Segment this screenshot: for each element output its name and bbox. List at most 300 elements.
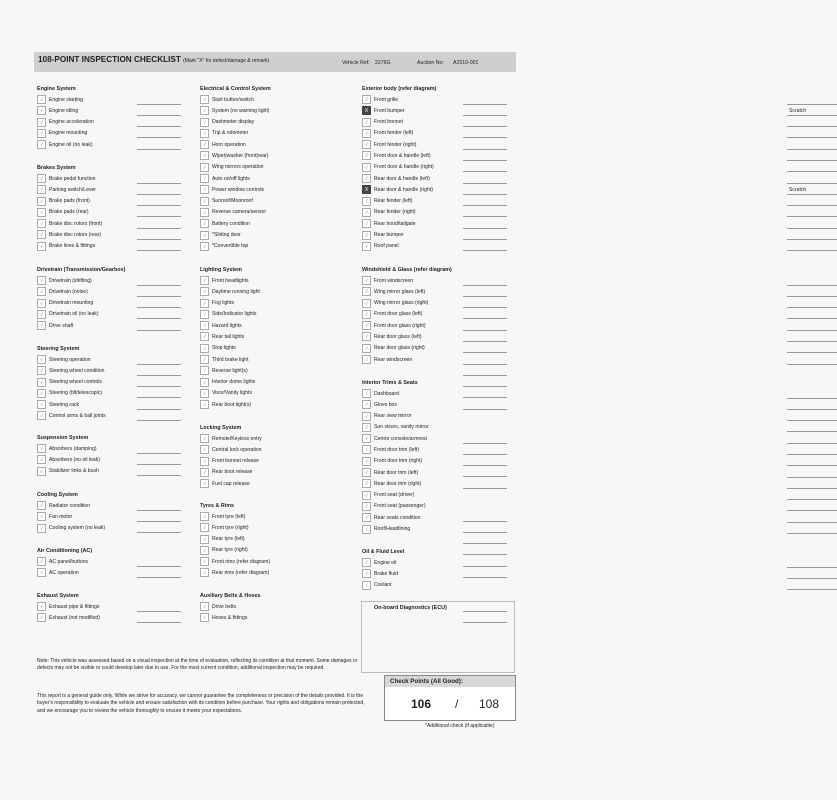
check-mark-box[interactable]: √ <box>37 512 46 521</box>
check-mark-box[interactable]: √ <box>362 558 371 567</box>
check-mark-box[interactable]: √ <box>200 400 209 409</box>
checklist-item <box>362 411 512 422</box>
remark-line <box>787 454 837 455</box>
checklist-item <box>200 545 350 556</box>
check-mark-box[interactable]: √ <box>362 513 371 522</box>
check-mark-box[interactable]: √ <box>362 491 371 500</box>
checklist-item <box>37 207 187 218</box>
item-label: Brake lines & fittings <box>49 243 96 250</box>
check-mark-box[interactable]: √ <box>200 185 209 194</box>
item-label: Start button/switch <box>212 96 254 103</box>
checklist-item <box>200 196 350 207</box>
checklist-item <box>200 309 350 320</box>
checklist-item <box>362 162 512 173</box>
item-label: Rear tyre (left) <box>212 536 245 543</box>
item-label: *Convertible top <box>212 243 249 250</box>
checklist-item <box>200 377 350 388</box>
item-label: Rear door trim (left) <box>374 469 419 476</box>
checklist-item <box>362 150 512 161</box>
check-mark-box[interactable]: √ <box>37 208 46 217</box>
item-label: Side/Indicator lights <box>212 311 257 318</box>
check-mark-box[interactable]: √ <box>200 151 209 160</box>
checklist-header <box>34 52 516 72</box>
check-mark-box[interactable]: √ <box>362 276 371 285</box>
item-label: Centre console/armrest <box>374 435 427 442</box>
check-mark-box[interactable]: √ <box>200 321 209 330</box>
item-label: Front rims (refer diagram) <box>212 558 271 565</box>
check-mark-box[interactable]: √ <box>37 524 46 533</box>
check-mark-box[interactable]: √ <box>37 389 46 398</box>
checklist-item <box>37 105 187 116</box>
check-mark-box[interactable]: √ <box>200 568 209 577</box>
remark-line <box>137 420 181 421</box>
check-mark-box[interactable]: √ <box>362 174 371 183</box>
check-mark-box[interactable]: √ <box>362 321 371 330</box>
check-mark-box[interactable]: √ <box>200 479 209 488</box>
checklist-item <box>362 354 512 365</box>
item-remark: Scratch <box>789 186 807 193</box>
remark-line <box>787 171 837 172</box>
remark-line <box>787 398 837 399</box>
check-mark-box[interactable]: √ <box>362 525 371 534</box>
checklist-item <box>200 444 350 455</box>
item-label: Exhaust pipe & fittings <box>49 603 100 610</box>
item-label: Rear door & handle (left) <box>374 175 430 182</box>
check-mark-box[interactable]: √ <box>200 118 209 127</box>
check-mark-box[interactable]: √ <box>362 332 371 341</box>
remark-line <box>137 475 181 476</box>
checklist-item <box>200 534 350 545</box>
checklist-item <box>362 139 512 150</box>
check-mark-box[interactable]: √ <box>200 310 209 319</box>
check-mark-box[interactable]: √ <box>362 400 371 409</box>
title-subtitle: (Mark "X" for defect/damage & remark) <box>183 58 270 64</box>
checklist-item <box>37 567 187 578</box>
item-label: Sun visors, vanity mirror <box>374 424 429 431</box>
check-mark-box[interactable]: √ <box>362 163 371 172</box>
item-label: Drivetrain oil (no leak) <box>49 311 99 318</box>
checklist-item <box>200 331 350 342</box>
checklist-item <box>362 388 512 399</box>
item-label: Front windscreen <box>374 277 414 284</box>
section-title: Brakes System <box>37 165 76 171</box>
item-label: Wiper|washer (front|rear) <box>212 152 269 159</box>
check-mark-box[interactable]: √ <box>362 355 371 364</box>
section <box>37 164 187 252</box>
auction-label: Auction No: <box>417 60 444 66</box>
item-label: Stop lights <box>212 345 236 352</box>
check-mark-box[interactable]: √ <box>362 242 371 251</box>
check-mark-box[interactable]: √ <box>362 581 371 590</box>
vehicle-ref-label: Vehicle Ref: <box>342 60 370 66</box>
checklist-item <box>362 196 512 207</box>
remark-line <box>787 307 837 308</box>
check-mark-box[interactable]: √ <box>200 434 209 443</box>
check-mark-box[interactable]: √ <box>200 219 209 228</box>
checklist-item <box>200 150 350 161</box>
section-title: Electrical & Control System <box>200 86 271 92</box>
item-label: Rear rims (refer diagram) <box>212 569 270 576</box>
checklist-item <box>362 320 512 331</box>
checklist-item <box>37 365 187 376</box>
page-title <box>38 55 269 64</box>
item-label: Drivetrain (noise) <box>49 288 88 295</box>
check-mark-box[interactable]: √ <box>200 557 209 566</box>
item-label: Front bumper <box>374 107 405 114</box>
check-mark-box[interactable]: √ <box>37 602 46 611</box>
item-label: Parking switch/Lever <box>49 186 96 193</box>
check-mark-box[interactable]: √ <box>37 276 46 285</box>
checkpoints-title: Check Points (All Good): <box>385 676 515 687</box>
check-mark-box[interactable]: √ <box>200 287 209 296</box>
checklist-item <box>362 422 512 433</box>
check-mark-box[interactable]: √ <box>362 457 371 466</box>
check-mark-box[interactable]: √ <box>200 95 209 104</box>
check-mark-box[interactable]: √ <box>200 445 209 454</box>
disclaimer-note: Note: This vehicle was assessed based on a visual inspection at the time of evaluation, reflecting its condition at that moment. Some damages or defects may not be visible or could develop later due to use. For the most current condition, additional inspection may be required. <box>37 658 358 672</box>
remark-line <box>787 330 837 331</box>
checklist-item <box>200 399 350 410</box>
checklist-item <box>200 354 350 365</box>
remark-line <box>787 296 837 297</box>
checklist-item <box>200 467 350 478</box>
check-mark-box[interactable]: √ <box>37 230 46 239</box>
remark-line <box>787 578 837 579</box>
checklist-item <box>200 105 350 116</box>
item-label: Horn operation <box>212 141 246 148</box>
check-mark-box[interactable]: √ <box>362 219 371 228</box>
check-mark-box[interactable]: √ <box>200 512 209 521</box>
checkpoints-total: 108 <box>479 697 500 711</box>
item-label: Engine acceleration <box>49 119 94 126</box>
check-mark-box[interactable]: √ <box>37 310 46 319</box>
check-mark-box[interactable]: √ <box>37 467 46 476</box>
item-label: Front grille <box>374 96 399 103</box>
remark-line <box>787 499 837 500</box>
checklist-item <box>200 275 350 286</box>
check-mark-box[interactable]: √ <box>37 129 46 138</box>
checklist-item <box>362 309 512 320</box>
section-title: Tyres & Rims <box>200 503 235 509</box>
item-label: Steering (tilt/telescopic) <box>49 390 102 397</box>
remark-line <box>787 183 837 184</box>
check-mark-box[interactable]: √ <box>200 366 209 375</box>
item-label: Steering wheel controls <box>49 379 102 386</box>
check-mark-box[interactable]: √ <box>200 231 209 240</box>
check-mark-box[interactable]: √ <box>37 242 46 251</box>
check-mark-box[interactable]: √ <box>362 479 371 488</box>
remark-line <box>787 250 837 251</box>
check-mark-box[interactable]: √ <box>37 185 46 194</box>
section-title: Steering System <box>37 346 80 352</box>
check-mark-box[interactable]: √ <box>200 106 209 115</box>
check-mark-box[interactable]: √ <box>37 366 46 375</box>
checklist-item <box>37 275 187 286</box>
check-mark-box[interactable]: √ <box>362 129 371 138</box>
section <box>37 547 187 579</box>
checklist-item <box>37 128 187 139</box>
section <box>200 424 350 489</box>
check-mark-box[interactable]: √ <box>362 502 371 511</box>
section-title: Interior Trims & Seats <box>362 380 418 386</box>
checklist-item <box>362 568 512 579</box>
item-label: Brake fluid <box>374 570 399 577</box>
check-mark-box[interactable]: √ <box>362 208 371 217</box>
check-mark-box[interactable]: √ <box>200 140 209 149</box>
check-mark-box[interactable]: √ <box>362 434 371 443</box>
check-mark-box[interactable]: √ <box>37 287 46 296</box>
item-label: *Sliding door <box>212 232 241 239</box>
remark-line <box>137 622 181 623</box>
item-label: Brake pads (rear) <box>49 209 89 216</box>
checklist-item <box>362 331 512 342</box>
disclaimer-guide: This report is a general guide only. While we strive for accuracy, we cannot guarantee the completeness or precision of the details provided. It is the buyer's responsibility to evaluate the vehicle and ensure satisfaction with its condition before purchase. Your rights and obligations remain protected, and we encourage you to review the vehicle thoroughly to ensure it meets your expectations. <box>37 693 365 714</box>
checklist-item <box>200 511 350 522</box>
check-mark-box[interactable]: √ <box>362 151 371 160</box>
remark-line <box>787 149 837 150</box>
checklist-item <box>37 196 187 207</box>
item-label: Front fender (left) <box>374 130 414 137</box>
check-mark-box[interactable]: √ <box>37 444 46 453</box>
checklist-item <box>362 456 512 467</box>
checklist-item <box>362 117 512 128</box>
check-mark-box[interactable]: √ <box>362 310 371 319</box>
check-mark-box[interactable]: √ <box>362 197 371 206</box>
remark-line <box>787 488 837 489</box>
item-label: Rear door glass (left) <box>374 333 422 340</box>
remark-line <box>787 443 837 444</box>
remark-line <box>787 431 837 432</box>
checklist-item <box>362 230 512 241</box>
remark-line <box>137 149 181 150</box>
item-label: AC panel/buttons <box>49 558 89 565</box>
checklist-item <box>37 173 187 184</box>
item-label: Rear door trim (right) <box>374 480 422 487</box>
item-label: Rear fender (right) <box>374 209 416 216</box>
check-mark-box[interactable]: √ <box>37 455 46 464</box>
checklist-item <box>200 286 350 297</box>
check-mark-box[interactable]: √ <box>362 95 371 104</box>
check-mark-box[interactable]: √ <box>362 389 371 398</box>
vehicle-ref-value: 2276G <box>375 60 391 66</box>
remark-line <box>137 250 181 251</box>
section <box>37 434 187 477</box>
checklist-item <box>362 128 512 139</box>
checklist-item <box>200 522 350 533</box>
check-mark-box[interactable]: √ <box>200 276 209 285</box>
checklist-item <box>200 567 350 578</box>
item-label: Rear windscreen <box>374 356 413 363</box>
checklist-item <box>37 218 187 229</box>
checklist-item <box>37 410 187 421</box>
checklist-item <box>37 511 187 522</box>
item-label: Front door trim (right) <box>374 458 423 465</box>
checklist-item <box>362 399 512 410</box>
remark-line <box>787 352 837 353</box>
item-label: AC operation <box>49 569 79 576</box>
check-mark-box[interactable]: X <box>362 106 371 115</box>
checklist-item <box>200 173 350 184</box>
check-mark-box[interactable]: √ <box>37 95 46 104</box>
checklist-item <box>37 117 187 128</box>
check-mark-box[interactable]: √ <box>200 523 209 532</box>
check-mark-box[interactable]: √ <box>200 129 209 138</box>
checklist-item <box>200 433 350 444</box>
item-label: Brake disc rotors (rear) <box>49 231 102 238</box>
check-mark-box[interactable]: √ <box>200 389 209 398</box>
checklist-item <box>200 94 350 105</box>
checklist-item <box>200 241 350 252</box>
checklist-item <box>200 343 350 354</box>
checklist-item <box>362 275 512 286</box>
remark-line <box>787 510 837 511</box>
checklist-item <box>362 105 807 116</box>
checklist-item <box>200 298 350 309</box>
remark-line <box>787 126 837 127</box>
item-label: Rear door glass (right) <box>374 345 425 352</box>
check-mark-box[interactable]: √ <box>37 355 46 364</box>
check-mark-box[interactable]: √ <box>37 557 46 566</box>
checklist-item <box>37 94 187 105</box>
item-label: Absorbers (no oil leak) <box>49 456 100 463</box>
check-mark-box[interactable]: √ <box>37 197 46 206</box>
item-label: Hazard lights <box>212 322 242 329</box>
check-mark-box[interactable]: √ <box>362 468 371 477</box>
item-label: Rear boot light(s) <box>212 401 252 408</box>
item-label: Stabilizer links & bush <box>49 468 99 475</box>
item-label: Engine oil <box>374 559 397 566</box>
remark-line <box>787 522 837 523</box>
section-title: Drivetrain (Transmission/Gearbox) <box>37 267 126 273</box>
checklist-item <box>362 218 512 229</box>
item-label: Engine oil (no leak) <box>49 141 93 148</box>
check-mark-box[interactable]: √ <box>200 378 209 387</box>
item-label: Rear seats condition <box>374 514 421 521</box>
checklist-item <box>37 298 187 309</box>
item-label: Brake disc rotors (front) <box>49 220 103 227</box>
item-label: Daytime running light <box>212 288 260 295</box>
checklist-item <box>362 580 512 591</box>
remark-line <box>787 533 837 534</box>
item-label: Engine mounting <box>49 130 88 137</box>
item-label: Fan motor <box>49 513 73 520</box>
item-label: Drivetrain (shifting) <box>49 277 92 284</box>
checklist-item <box>200 320 350 331</box>
item-label: Reverse light(s) <box>212 367 248 374</box>
section-title: Air Conditioning (AC) <box>37 548 93 554</box>
check-mark-box[interactable]: √ <box>200 208 209 217</box>
checklist-item <box>200 556 350 567</box>
check-mark-box[interactable]: √ <box>362 445 371 454</box>
checklist-item <box>37 320 187 331</box>
check-mark-box[interactable]: √ <box>200 332 209 341</box>
section <box>200 502 350 579</box>
checklist-item <box>362 207 512 218</box>
section-title: Auxiliary Belts & Hoses <box>200 593 261 599</box>
check-mark-box[interactable]: √ <box>200 242 209 251</box>
check-mark-box[interactable]: √ <box>37 501 46 510</box>
check-mark-box[interactable]: √ <box>200 163 209 172</box>
auction-value: A2510-001 <box>453 60 479 66</box>
check-mark-box[interactable]: √ <box>200 602 209 611</box>
checklist-item <box>200 207 350 218</box>
check-mark-box[interactable]: √ <box>200 299 209 308</box>
check-mark-box[interactable]: √ <box>37 568 46 577</box>
item-label: Engine idling <box>49 107 79 114</box>
check-mark-box[interactable]: √ <box>200 355 209 364</box>
item-label: Brake pedal function <box>49 175 96 182</box>
checklist-item <box>362 298 512 309</box>
check-mark-box[interactable]: √ <box>200 197 209 206</box>
check-mark-box[interactable]: √ <box>37 411 46 420</box>
remark-line <box>787 567 837 568</box>
item-label: Engine starting <box>49 96 83 103</box>
check-mark-box[interactable]: √ <box>37 106 46 115</box>
checklist-item <box>37 454 187 465</box>
check-mark-box[interactable]: √ <box>362 423 371 432</box>
remark-line <box>787 104 837 105</box>
remark-line <box>787 194 837 195</box>
check-mark-box[interactable]: √ <box>200 535 209 544</box>
check-mark-box[interactable]: √ <box>37 174 46 183</box>
check-mark-box[interactable]: √ <box>37 140 46 149</box>
checklist-item <box>200 456 350 467</box>
check-mark-box[interactable]: √ <box>37 321 46 330</box>
checklist-item <box>37 601 187 612</box>
check-mark-box[interactable]: √ <box>362 344 371 353</box>
section <box>362 266 512 365</box>
item-label: Front door & handle (right) <box>374 164 434 171</box>
check-mark-box[interactable]: √ <box>362 412 371 421</box>
checklist-item <box>200 218 350 229</box>
item-label: Front door & handle (left) <box>374 152 431 159</box>
check-mark-box[interactable]: √ <box>200 457 209 466</box>
item-label: Steering rack <box>49 401 80 408</box>
check-mark-box[interactable]: √ <box>200 613 209 622</box>
checklist-item <box>362 241 512 252</box>
check-mark-box[interactable]: √ <box>362 140 371 149</box>
additional-check-note: *Additional check (if applicable) <box>425 723 495 729</box>
check-mark-box[interactable]: √ <box>37 299 46 308</box>
check-mark-box[interactable]: √ <box>37 219 46 228</box>
check-mark-box[interactable]: √ <box>362 118 371 127</box>
remark-line <box>787 477 837 478</box>
check-mark-box[interactable]: √ <box>37 118 46 127</box>
item-label: Glove box <box>374 401 397 408</box>
section-title: Windshield & Glass (refer diagram) <box>362 267 452 273</box>
remark-line <box>787 137 837 138</box>
check-mark-box[interactable]: √ <box>200 546 209 555</box>
check-mark-box[interactable]: √ <box>37 613 46 622</box>
checklist-item <box>362 557 512 568</box>
item-label: Wing mirror glass (left) <box>374 288 426 295</box>
item-label: Front headlights <box>212 277 249 284</box>
section <box>362 379 512 535</box>
section <box>362 548 512 591</box>
check-mark-box[interactable]: X <box>362 185 371 194</box>
checklist-item <box>37 229 187 240</box>
item-label: Front door glass (right) <box>374 322 426 329</box>
check-mark-box[interactable]: √ <box>200 174 209 183</box>
check-mark-box[interactable]: √ <box>362 287 371 296</box>
check-mark-box[interactable]: √ <box>37 400 46 409</box>
check-mark-box[interactable]: √ <box>362 569 371 578</box>
check-mark-box[interactable]: √ <box>362 299 371 308</box>
check-mark-box[interactable]: √ <box>200 344 209 353</box>
check-mark-box[interactable]: √ <box>200 468 209 477</box>
check-mark-box[interactable]: √ <box>362 231 371 240</box>
check-mark-box[interactable]: √ <box>37 378 46 387</box>
